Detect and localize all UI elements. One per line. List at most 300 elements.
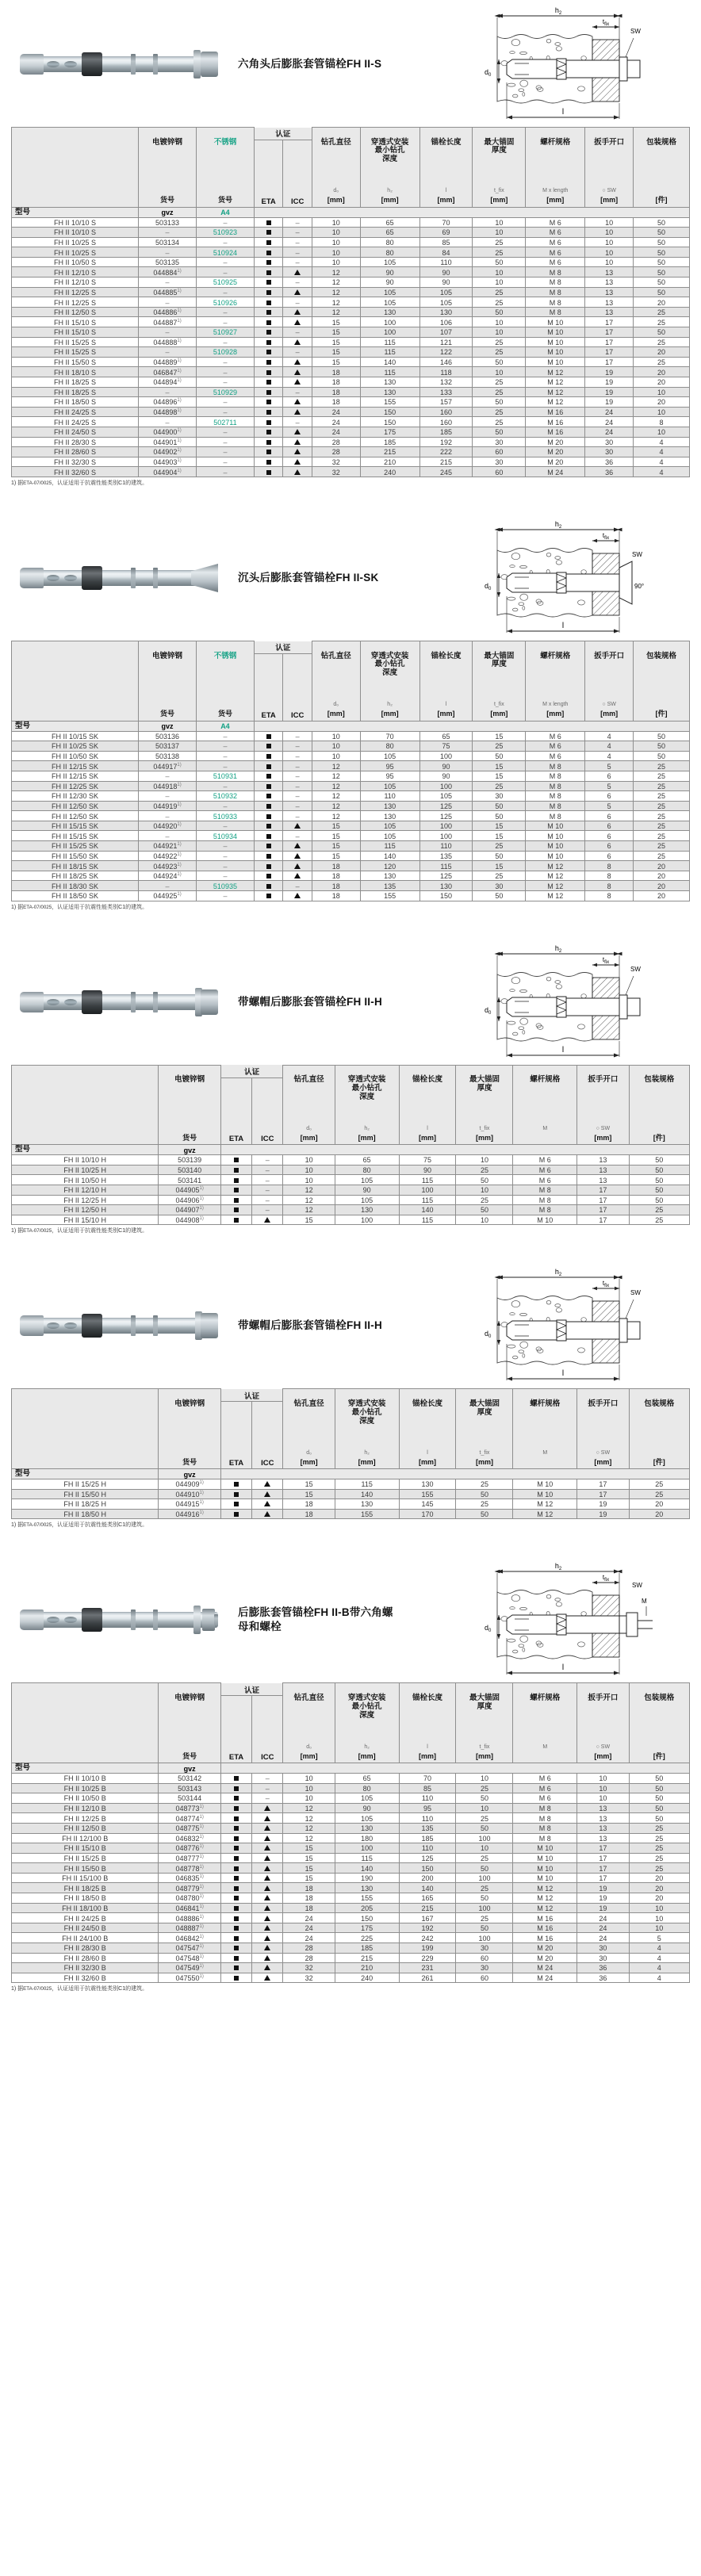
row-anchor-length: 165: [399, 1893, 456, 1904]
row-package-size: 25: [629, 1215, 689, 1225]
row-a4-article-no[interactable]: 510927: [196, 327, 254, 338]
row-gvz-article-no[interactable]: 047548$^{1)}$: [159, 1953, 221, 1963]
table-row[interactable]: [12, 437, 690, 447]
row-drill-diameter: 15: [312, 337, 360, 347]
row-wrench-size: 17: [585, 337, 634, 347]
row-anchor-length: 110: [419, 841, 473, 852]
table-row[interactable]: [12, 228, 690, 238]
row-wrench-size: 6: [585, 831, 634, 841]
row-anchor-length: 90: [419, 761, 473, 771]
row-min-hole-depth: 140: [335, 1863, 399, 1874]
row-a4-article-no[interactable]: 510925: [196, 278, 254, 288]
table-row[interactable]: [12, 1185, 690, 1196]
eta-marker: [266, 784, 271, 789]
row-model: FH II 15/10 H: [12, 1215, 159, 1225]
row-anchor-length: 122: [419, 347, 473, 358]
not-available-dash: –: [295, 742, 300, 751]
icc-marker: [264, 1945, 270, 1950]
row-gvz-article-no[interactable]: 044924$^{1)}$: [139, 871, 197, 881]
row-gvz-article-no[interactable]: 044896$^{1)}$: [139, 397, 197, 408]
table-row[interactable]: [12, 831, 690, 841]
row-model: FH II 12/10 S: [12, 267, 139, 278]
row-anchor-length: 90: [419, 278, 473, 288]
svg-text:tfix: $t_{fix}$: [602, 1574, 610, 1583]
row-gvz-article-no[interactable]: 044915$^{1)}$: [159, 1499, 221, 1510]
table-row[interactable]: [12, 457, 690, 467]
table-row[interactable]: [12, 1923, 690, 1933]
row-a4-article-no: –: [196, 447, 254, 457]
table-row[interactable]: [12, 307, 690, 317]
row-package-size: 25: [629, 1479, 689, 1489]
eta-marker: [266, 774, 271, 779]
table-row[interactable]: [12, 1773, 690, 1783]
not-available-dash: –: [295, 278, 300, 287]
table-row[interactable]: [12, 1973, 690, 1983]
row-min-hole-depth: 215: [360, 447, 419, 457]
row-eta-cert: [254, 407, 282, 417]
table-row[interactable]: [12, 217, 690, 228]
row-min-hole-depth: 95: [360, 771, 419, 781]
table-row[interactable]: [12, 1813, 690, 1824]
row-thread-spec: M 12: [526, 881, 585, 891]
row-package-size: 4: [629, 1943, 689, 1954]
table-row[interactable]: [12, 297, 690, 308]
row-gvz-article-no[interactable]: 044885$^{1)}$: [139, 287, 197, 297]
table-row[interactable]: [12, 467, 690, 477]
row-gvz-article-no[interactable]: 047550$^{1)}$: [159, 1973, 221, 1983]
row-a4-article-no[interactable]: 502711: [196, 417, 254, 427]
table-row[interactable]: [12, 1933, 690, 1943]
row-max-fix-thickness: 50: [473, 397, 526, 408]
row-anchor-length: 215: [419, 457, 473, 467]
row-drill-diameter: 12: [283, 1813, 335, 1824]
table-row[interactable]: [12, 771, 690, 781]
row-drill-diameter: 15: [283, 1215, 335, 1225]
row-package-size: 50: [634, 278, 690, 288]
row-icc-cert: [252, 1215, 283, 1225]
row-gvz-article-no[interactable]: 046847$^{1)}$: [139, 367, 197, 377]
row-thread-spec: M 10: [526, 851, 585, 861]
row-icc-cert: [283, 377, 312, 388]
row-gvz-article-no[interactable]: 048780$^{1)}$: [159, 1893, 221, 1904]
table-row[interactable]: [12, 1963, 690, 1973]
spec-table-fh2-sk: [11, 641, 690, 901]
row-a4-article-no[interactable]: 510923: [196, 228, 254, 238]
table-row[interactable]: [12, 801, 690, 811]
row-max-fix-thickness: 10: [456, 1155, 513, 1166]
row-gvz-article-no[interactable]: 044889$^{1)}$: [139, 357, 197, 367]
row-gvz-article-no[interactable]: 047549$^{1)}$: [159, 1963, 221, 1973]
row-eta-cert: [220, 1489, 251, 1499]
row-wrench-size: 19: [577, 1499, 629, 1510]
row-min-hole-depth: 105: [360, 751, 419, 761]
row-wrench-size: 8: [585, 891, 634, 901]
row-thread-spec: M 16: [526, 427, 585, 437]
row-wrench-size: 17: [577, 1843, 629, 1854]
row-eta-cert: [220, 1863, 251, 1874]
row-eta-cert: [220, 1773, 251, 1783]
row-gvz-article-no[interactable]: 046835$^{1)}$: [159, 1873, 221, 1883]
row-drill-diameter: 15: [312, 327, 360, 338]
table-row[interactable]: [12, 278, 690, 288]
row-anchor-length: 261: [399, 1973, 456, 1983]
row-min-hole-depth: 210: [360, 457, 419, 467]
eta-marker: [234, 1896, 239, 1900]
header-gvz: 电镀锌钢 货号: [159, 1389, 221, 1469]
row-model: FH II 28/60 B: [12, 1953, 159, 1963]
row-gvz-article-no[interactable]: 044886$^{1)}$: [139, 307, 197, 317]
row-eta-cert: [220, 1873, 251, 1883]
row-wrench-size: 24: [577, 1913, 629, 1923]
header-thread-spec: 螺杆规格 M x length [mm]: [526, 641, 585, 722]
row-min-hole-depth: 115: [360, 347, 419, 358]
row-icc-cert: [252, 1195, 283, 1205]
eta-marker: [234, 1786, 239, 1791]
subheader-model-label: 型号: [12, 721, 139, 731]
row-gvz-article-no[interactable]: 503139: [159, 1155, 221, 1166]
row-a4-article-no: –: [196, 781, 254, 791]
row-a4-article-no[interactable]: 510934: [196, 831, 254, 841]
row-eta-cert: [220, 1479, 251, 1489]
row-gvz-article-no[interactable]: 048778$^{1)}$: [159, 1863, 221, 1874]
row-gvz-article-no[interactable]: 044903$^{1)}$: [139, 457, 197, 467]
row-gvz-article-no[interactable]: 044917$^{1)}$: [139, 761, 197, 771]
row-gvz-article-no[interactable]: 046842$^{1)}$: [159, 1933, 221, 1943]
table-row[interactable]: [12, 287, 690, 297]
row-gvz-article-no[interactable]: 503141: [159, 1175, 221, 1185]
row-model: FH II 12/25 S: [12, 297, 139, 308]
row-a4-article-no: –: [196, 267, 254, 278]
table-row[interactable]: [12, 871, 690, 881]
row-gvz-article-no[interactable]: 044919$^{1)}$: [139, 801, 197, 811]
row-drill-diameter: 15: [283, 1873, 335, 1883]
row-gvz-article-no[interactable]: 044909$^{1)}$: [159, 1479, 221, 1489]
table-row[interactable]: [12, 1833, 690, 1843]
row-eta-cert: [220, 1963, 251, 1973]
row-gvz-article-no[interactable]: 044894$^{1)}$: [139, 377, 197, 388]
header-cert-group: 认证 ETA ICC: [220, 1683, 283, 1763]
row-drill-diameter: 18: [283, 1903, 335, 1913]
row-gvz-article-no[interactable]: 044910$^{1)}$: [159, 1489, 221, 1499]
table-row[interactable]: [12, 1175, 690, 1185]
row-package-size: 20: [629, 1893, 689, 1904]
row-wrench-size: 17: [585, 317, 634, 327]
row-gvz-article-no[interactable]: 048775$^{1)}$: [159, 1823, 221, 1833]
row-wrench-size: 10: [577, 1773, 629, 1783]
row-gvz-article-no[interactable]: 048777$^{1)}$: [159, 1853, 221, 1863]
row-wrench-size: 19: [577, 1883, 629, 1893]
row-eta-cert: [254, 851, 282, 861]
row-package-size: 20: [629, 1509, 689, 1519]
row-gvz-article-no[interactable]: 044907$^{1)}$: [159, 1205, 221, 1215]
row-gvz-article-no[interactable]: 044906$^{1)}$: [159, 1195, 221, 1205]
row-a4-article-no[interactable]: 510926: [196, 297, 254, 308]
table-row[interactable]: [12, 387, 690, 397]
row-anchor-length: 145: [399, 1499, 456, 1510]
row-min-hole-depth: 105: [360, 831, 419, 841]
row-drill-diameter: 28: [283, 1953, 335, 1963]
row-gvz-article-no[interactable]: 503136: [139, 731, 197, 741]
eta-marker: [266, 310, 271, 315]
table-row[interactable]: [12, 791, 690, 802]
row-drill-diameter: 10: [283, 1783, 335, 1793]
table-row[interactable]: [12, 1155, 690, 1166]
row-icc-cert: [283, 881, 312, 891]
icc-marker: [294, 339, 301, 345]
row-thread-spec: M 8: [513, 1803, 577, 1813]
table-row[interactable]: [12, 811, 690, 821]
table-row[interactable]: [12, 1215, 690, 1225]
row-model: FH II 24/25 S: [12, 417, 139, 427]
row-model: FH II 15/50 H: [12, 1489, 159, 1499]
row-gvz-article-no[interactable]: 503138: [139, 751, 197, 761]
row-min-hole-depth: 105: [360, 821, 419, 831]
row-thread-spec: M 6: [513, 1175, 577, 1185]
row-anchor-length: 132: [419, 377, 473, 388]
icc-marker: [264, 1895, 270, 1900]
table-row[interactable]: [12, 367, 690, 377]
row-anchor-length: 75: [419, 741, 473, 752]
row-model: FH II 15/10 S: [12, 317, 139, 327]
table-row[interactable]: [12, 761, 690, 771]
row-a4-article-no[interactable]: 510928: [196, 347, 254, 358]
table-row[interactable]: [12, 1489, 690, 1499]
table-row[interactable]: [12, 357, 690, 367]
row-drill-diameter: 24: [283, 1933, 335, 1943]
row-gvz-article-no[interactable]: 044887$^{1)}$: [139, 317, 197, 327]
svg-text:h2: $h_2$: [554, 1562, 562, 1572]
row-gvz-article-no[interactable]: 044918$^{1)}$: [139, 781, 197, 791]
eta-marker: [266, 330, 271, 335]
row-gvz-article-no[interactable]: 047547$^{1)}$: [159, 1943, 221, 1954]
table-row[interactable]: [12, 1863, 690, 1874]
table-header: [12, 1683, 690, 1763]
eta-marker: [234, 1188, 239, 1192]
table-row[interactable]: [12, 891, 690, 901]
table-row[interactable]: [12, 821, 690, 831]
table-row[interactable]: [12, 1195, 690, 1205]
row-wrench-size: 10: [585, 247, 634, 258]
row-package-size: 50: [629, 1793, 689, 1804]
table-row[interactable]: [12, 407, 690, 417]
eta-marker: [234, 1512, 239, 1517]
row-min-hole-depth: 130: [360, 387, 419, 397]
icc-marker: [294, 469, 301, 475]
row-drill-diameter: 10: [312, 257, 360, 267]
table-row[interactable]: [12, 731, 690, 741]
row-min-hole-depth: 105: [335, 1813, 399, 1824]
row-gvz-article-no[interactable]: 503143: [159, 1783, 221, 1793]
row-min-hole-depth: 140: [360, 357, 419, 367]
row-thread-spec: M 10: [513, 1489, 577, 1499]
table-row[interactable]: [12, 841, 690, 852]
row-gvz-article-no: –: [139, 831, 197, 841]
table-row[interactable]: [12, 861, 690, 871]
row-min-hole-depth: 140: [335, 1489, 399, 1499]
row-gvz-article-no[interactable]: 046841$^{1)}$: [159, 1903, 221, 1913]
row-gvz-article-no[interactable]: 044923$^{1)}$: [139, 861, 197, 871]
table-row[interactable]: [12, 237, 690, 247]
table-row[interactable]: [12, 1499, 690, 1510]
row-package-size: 10: [634, 407, 690, 417]
table-row[interactable]: [12, 1843, 690, 1854]
row-drill-diameter: 10: [283, 1165, 335, 1175]
row-a4-article-no[interactable]: 510935: [196, 881, 254, 891]
table-row[interactable]: [12, 377, 690, 388]
row-eta-cert: [254, 317, 282, 327]
header-drill-diameter: 钻孔直径 d₀ [mm]: [283, 1683, 335, 1763]
table-row[interactable]: [12, 397, 690, 408]
row-thread-spec: M 8: [526, 267, 585, 278]
row-model: FH II 10/50 H: [12, 1175, 159, 1185]
table-row[interactable]: [12, 741, 690, 752]
eta-marker: [266, 844, 271, 848]
row-gvz-article-no[interactable]: 503142: [159, 1773, 221, 1783]
row-wrench-size: 10: [585, 257, 634, 267]
row-a4-article-no[interactable]: 510932: [196, 791, 254, 802]
table-row[interactable]: [12, 1943, 690, 1954]
table-row[interactable]: [12, 751, 690, 761]
row-package-size: 50: [634, 287, 690, 297]
table-row[interactable]: [12, 1883, 690, 1893]
row-gvz-article-no[interactable]: 044901$^{1)}$: [139, 437, 197, 447]
table-row[interactable]: [12, 1913, 690, 1923]
row-model: FH II 24/50 B: [12, 1923, 159, 1933]
row-gvz-article-no[interactable]: 044902$^{1)}$: [139, 447, 197, 457]
table-row[interactable]: [12, 317, 690, 327]
row-anchor-length: 167: [399, 1913, 456, 1923]
row-wrench-size: 17: [585, 357, 634, 367]
row-gvz-article-no[interactable]: 503135: [139, 257, 197, 267]
row-thread-spec: M 24: [526, 467, 585, 477]
icc-marker: [264, 1916, 270, 1921]
table-row[interactable]: [12, 417, 690, 427]
row-a4-article-no[interactable]: 510931: [196, 771, 254, 781]
row-a4-article-no[interactable]: 510929: [196, 387, 254, 397]
row-thread-spec: M 10: [513, 1215, 577, 1225]
row-anchor-length: 90: [419, 771, 473, 781]
table-row[interactable]: [12, 267, 690, 278]
row-wrench-size: 30: [577, 1953, 629, 1963]
table-row[interactable]: [12, 257, 690, 267]
row-gvz-article-no[interactable]: 044900$^{1)}$: [139, 427, 197, 437]
header-blank: [12, 1065, 159, 1145]
section-title-text: 六角头后膨胀套管锚栓: [238, 57, 347, 70]
row-gvz-article-no[interactable]: 048887$^{1)}$: [159, 1923, 221, 1933]
row-gvz-article-no[interactable]: 503144: [159, 1793, 221, 1804]
svg-text:SW: SW: [632, 1582, 642, 1590]
table-row[interactable]: [12, 1903, 690, 1913]
row-gvz-article-no[interactable]: 048774$^{1)}$: [159, 1813, 221, 1824]
row-eta-cert: [254, 731, 282, 741]
row-anchor-length: 170: [399, 1509, 456, 1519]
eta-marker: [234, 1482, 239, 1487]
table-row[interactable]: [12, 1793, 690, 1804]
table-row[interactable]: [12, 851, 690, 861]
row-eta-cert: [254, 821, 282, 831]
row-gvz-article-no[interactable]: 044908$^{1)}$: [159, 1215, 221, 1225]
row-gvz-article-no[interactable]: 503134: [139, 237, 197, 247]
row-gvz-article-no[interactable]: 048886$^{1)}$: [159, 1913, 221, 1923]
table-row[interactable]: [12, 1509, 690, 1519]
table-row[interactable]: [12, 247, 690, 258]
row-a4-article-no: –: [196, 841, 254, 852]
row-gvz-article-no[interactable]: 048776$^{1)}$: [159, 1843, 221, 1854]
row-a4-article-no[interactable]: 510924: [196, 247, 254, 258]
table-row[interactable]: [12, 447, 690, 457]
row-gvz-article-no[interactable]: 044922$^{1)}$: [139, 851, 197, 861]
table-row[interactable]: [12, 1873, 690, 1883]
table-row[interactable]: [12, 1893, 690, 1904]
row-drill-diameter: 28: [283, 1943, 335, 1954]
row-gvz-article-no[interactable]: 044904$^{1)}$: [139, 467, 197, 477]
row-gvz-article-no[interactable]: 046832$^{1)}$: [159, 1833, 221, 1843]
row-gvz-article-no[interactable]: 044884$^{1)}$: [139, 267, 197, 278]
table-row[interactable]: [12, 1479, 690, 1489]
row-gvz-article-no[interactable]: 044916$^{1)}$: [159, 1509, 221, 1519]
table-row[interactable]: [12, 1205, 690, 1215]
table-row[interactable]: [12, 327, 690, 338]
row-icc-cert: [252, 1499, 283, 1510]
row-eta-cert: [254, 811, 282, 821]
row-gvz-article-no[interactable]: 044898$^{1)}$: [139, 407, 197, 417]
row-gvz-article-no[interactable]: 044925$^{1)}$: [139, 891, 197, 901]
row-model: FH II 15/15 SK: [12, 821, 139, 831]
row-eta-cert: [254, 457, 282, 467]
row-eta-cert: [220, 1853, 251, 1863]
row-anchor-length: 140: [399, 1205, 456, 1215]
table-row[interactable]: [12, 1165, 690, 1175]
header-package-size: 包装规格 [件]: [634, 641, 690, 722]
not-available-dash: –: [295, 298, 300, 307]
row-model: FH II 18/25 B: [12, 1883, 159, 1893]
table-row[interactable]: [12, 337, 690, 347]
table-row[interactable]: [12, 427, 690, 437]
svg-text:M: M: [642, 1598, 647, 1606]
subheader-model-label: 型号: [12, 1145, 159, 1155]
table-row[interactable]: [12, 1823, 690, 1833]
table-row[interactable]: [12, 1803, 690, 1813]
table-row[interactable]: [12, 347, 690, 358]
row-gvz-article-no[interactable]: 503133: [139, 217, 197, 228]
row-drill-diameter: 12: [283, 1833, 335, 1843]
row-gvz-article-no[interactable]: 048773$^{1)}$: [159, 1803, 221, 1813]
row-eta-cert: [254, 841, 282, 852]
row-gvz-article-no[interactable]: 044888$^{1)}$: [139, 337, 197, 347]
row-gvz-article-no[interactable]: 503137: [139, 741, 197, 752]
row-model: FH II 12/15 SK: [12, 771, 139, 781]
table-row[interactable]: [12, 881, 690, 891]
row-gvz-article-no[interactable]: 503140: [159, 1165, 221, 1175]
table-row[interactable]: [12, 781, 690, 791]
row-gvz-article-no[interactable]: 048779$^{1)}$: [159, 1883, 221, 1893]
table-subheader: [12, 1145, 690, 1155]
row-drill-diameter: 10: [312, 237, 360, 247]
row-eta-cert: [254, 437, 282, 447]
row-max-fix-thickness: 15: [473, 761, 526, 771]
row-a4-article-no[interactable]: 510933: [196, 811, 254, 821]
table-row[interactable]: [12, 1953, 690, 1963]
table-row[interactable]: [12, 1783, 690, 1793]
row-package-size: 25: [634, 791, 690, 802]
row-gvz-article-no[interactable]: 044921$^{1)}$: [139, 841, 197, 852]
row-eta-cert: [254, 247, 282, 258]
table-row[interactable]: [12, 1853, 690, 1863]
row-gvz-article-no[interactable]: 044905$^{1)}$: [159, 1185, 221, 1196]
row-eta-cert: [220, 1933, 251, 1943]
row-gvz-article-no[interactable]: 044920$^{1)}$: [139, 821, 197, 831]
row-eta-cert: [220, 1793, 251, 1804]
